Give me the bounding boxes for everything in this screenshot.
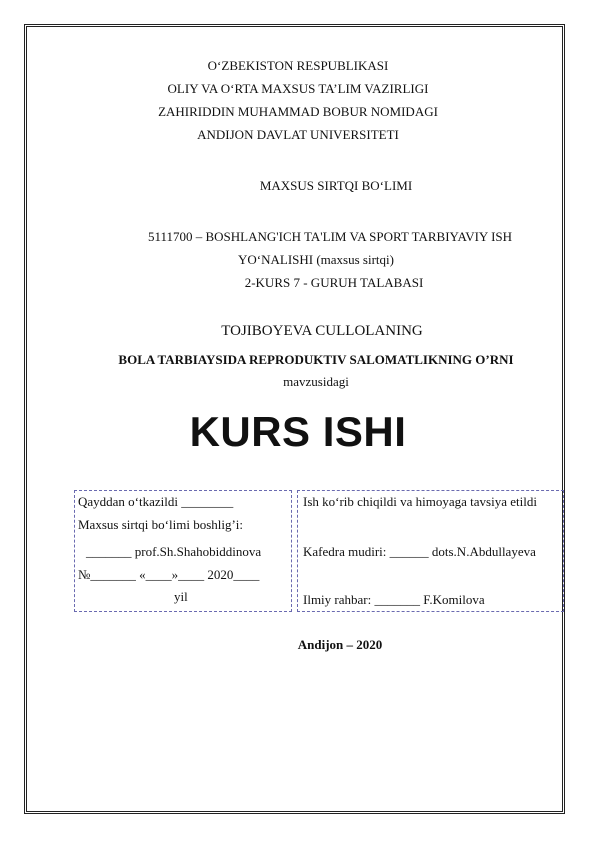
header-ministry: OLIY VA O‘RTA MAXSUS TA’LIM VAZIRLIGI	[167, 81, 429, 96]
topic-suffix: mavzusidagi	[283, 374, 349, 389]
document-title: KURS ISHI	[189, 408, 407, 455]
header-named-after: ZAHIRIDDIN MUHAMMAD BOBUR NOMIDAGI	[158, 104, 438, 119]
topic-title: BOLA TARBIAYSIDA REPRODUKTIV SALOMATLIKNING O’RNI	[118, 352, 514, 367]
department-head-name: _______ prof.Sh.Shahobiddinova	[86, 544, 262, 559]
department-name: MAXSUS SIRTQI BO‘LIMI	[259, 178, 413, 193]
student-name: TOJIBOYEVA CULLOLANING	[221, 323, 423, 339]
registration-year-suffix: yil	[174, 589, 188, 604]
department-head-label: Maxsus sirtqi bo‘limi boshlig’i:	[78, 517, 244, 532]
chair-head-line: Kafedra mudiri: ______ dots.N.Abdullayeva	[303, 544, 536, 559]
supervisor-line: Ilmiy rahbar: _______ F.Komilova	[303, 592, 485, 607]
registration-number-date: №_______ «____»____ 2020____	[78, 567, 260, 582]
registration-line: Qayddan o‘tkazildi ________	[78, 494, 234, 509]
header-country: O‘ZBEKISTON RESPUBLIKASI	[207, 58, 389, 73]
header-university: ANDIJON DAVLAT UNIVERSITETI	[197, 127, 399, 142]
approval-statement: Ish ko‘rib chiqildi va himoyaga tavsiya etildi	[303, 494, 537, 509]
course-group: 2-KURS 7 - GURUH TALABASI	[244, 275, 424, 290]
footer-city-year: Andijon – 2020	[297, 637, 383, 652]
specialty-line-1: 5111700 – BOSHLANG'ICH TA'LIM VA SPORT TARBIYAVIY ISH	[147, 229, 513, 244]
specialty-line-2: YO‘NALISHI (maxsus sirtqi)	[238, 252, 394, 267]
